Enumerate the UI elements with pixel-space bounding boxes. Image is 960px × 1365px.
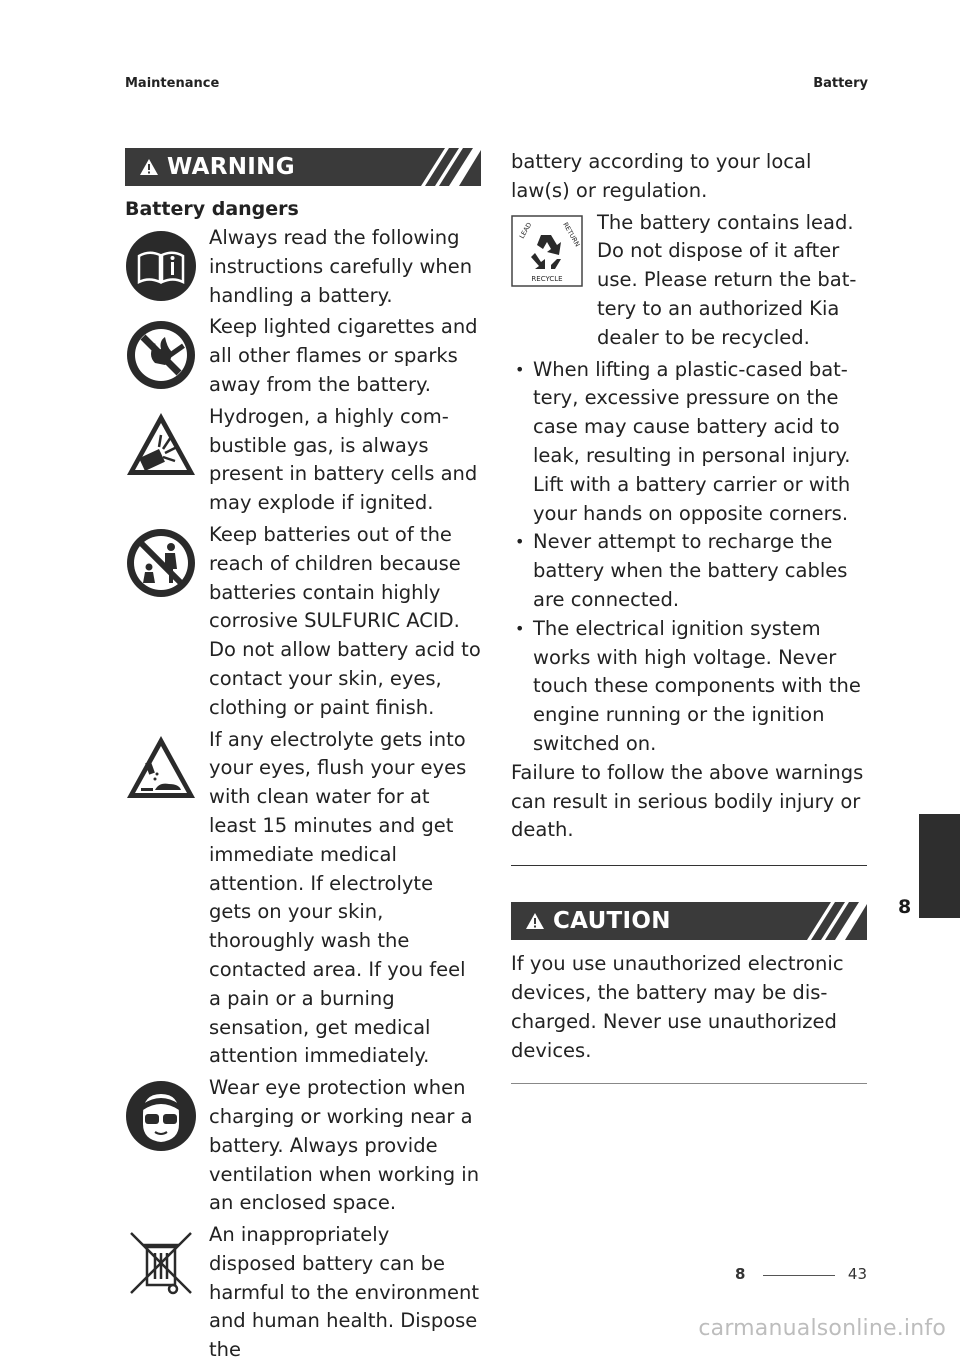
warning-item-text: If any electrolyte gets into your eyes, flush your eyes with clean water for at least 15 minutes and get immediate medical attention. If electrolyte gets on your skin, thoroughly wash the contacted area. If you feel a pain or a burning sensation, get medical attention immediately. xyxy=(209,727,467,1068)
warning-item-text: Keep batteries out of the reach of children because batteries contain highly corrosive SULFURIC ACID. Do not allow battery acid to contact your skin, eyes, clothing or paint finish. xyxy=(209,522,481,719)
banner-slashes-decoration xyxy=(419,148,481,186)
warning-item-text: Keep lighted cigarettes and all other flames or sparks away from the battery. xyxy=(209,315,478,396)
warning-item-disposal xyxy=(125,1221,481,1365)
warning-item-text: An inappropriately disposed battery can be harmful to the environment and human health. Dispose the xyxy=(209,1223,479,1362)
warning-item-text: Wear eye protection when charging or working near a battery. Always provide ventilation when working in an enclosed space. xyxy=(209,1076,480,1215)
chapter-side-tab xyxy=(919,814,960,918)
warning-title: WARNING xyxy=(167,154,295,180)
warning-item-eye-protection xyxy=(125,1074,481,1218)
banner-slashes-decoration xyxy=(805,902,867,940)
recycle-label: RECYCLE xyxy=(531,274,563,283)
watermark: carmanualsonline.info xyxy=(698,1316,946,1341)
footer-page-number: 43 xyxy=(847,1265,867,1283)
warning-end-rule xyxy=(511,865,867,866)
left-column xyxy=(125,148,481,1365)
warning-item-flames xyxy=(125,313,481,399)
header-section: Maintenance xyxy=(125,76,220,91)
chapter-side-number: 8 xyxy=(898,896,912,918)
warning-closing-text: Failure to follow the above warnings can result in serious bodily injury or death. xyxy=(511,760,864,842)
bullet-item: • Never attempt to recharge the battery when the battery cables are connected. xyxy=(511,528,867,614)
footer-chapter-number: 8 xyxy=(735,1265,746,1283)
warning-bullet-list xyxy=(511,356,867,759)
caution-triangle-icon xyxy=(525,912,545,930)
warning-item-explosion xyxy=(125,403,481,518)
warning-item-children xyxy=(125,521,481,723)
warning-triangle-icon xyxy=(139,158,159,176)
read-instructions-icon xyxy=(125,230,197,302)
warning-item-text: Always read the following instructions carefully when handling a battery. xyxy=(209,226,473,307)
header-topic: Battery xyxy=(813,76,868,91)
recycle-item xyxy=(511,209,867,353)
caution-banner xyxy=(511,902,867,940)
caution-end-rule xyxy=(511,1083,867,1084)
right-column xyxy=(511,148,867,1084)
no-flames-icon xyxy=(125,319,197,391)
warning-subtitle: Battery dangers xyxy=(125,198,299,220)
lead-label: LEAD xyxy=(517,220,534,240)
corrosive-hazard-icon xyxy=(125,732,197,804)
recycle-text: The battery contains lead. Do not dispose of it after use. Please return the bat-tery to an authorized Kia dealer to be recycled. xyxy=(597,210,857,349)
eye-protection-icon xyxy=(125,1080,197,1152)
keep-away-children-icon xyxy=(125,527,197,599)
footer-divider xyxy=(763,1275,835,1276)
caution-title: CAUTION xyxy=(553,908,671,935)
bullet-item: • The electrical ignition system works with high voltage. Never touch these components with the engine running or the ignition switched on. xyxy=(511,615,867,759)
lead-recycle-icon xyxy=(511,215,583,287)
warning-item-read xyxy=(125,224,481,310)
caution-text: If you use unauthorized electronic devices, the battery may be dis-charged. Never use unauthorized devices. xyxy=(511,952,844,1062)
bullet-item: • When lifting a plastic-cased bat-tery, excessive pressure on the case may cause battery acid to leak, resulting in personal injury. Lift with a battery carrier or with your hands on opposite corners. xyxy=(511,356,867,529)
warning-item-electrolyte xyxy=(125,726,481,1072)
crossed-bin-icon xyxy=(125,1227,197,1299)
explosion-hazard-icon xyxy=(125,409,197,481)
page-footer xyxy=(735,1265,867,1285)
warning-item-text: Hydrogen, a highly com-bustible gas, is always present in battery cells and may explode if ignited. xyxy=(209,404,478,515)
return-label: RETURN xyxy=(561,220,582,248)
warning-banner xyxy=(125,148,481,186)
warning-continued-text: battery according to your local law(s) or regulation. xyxy=(511,150,812,202)
